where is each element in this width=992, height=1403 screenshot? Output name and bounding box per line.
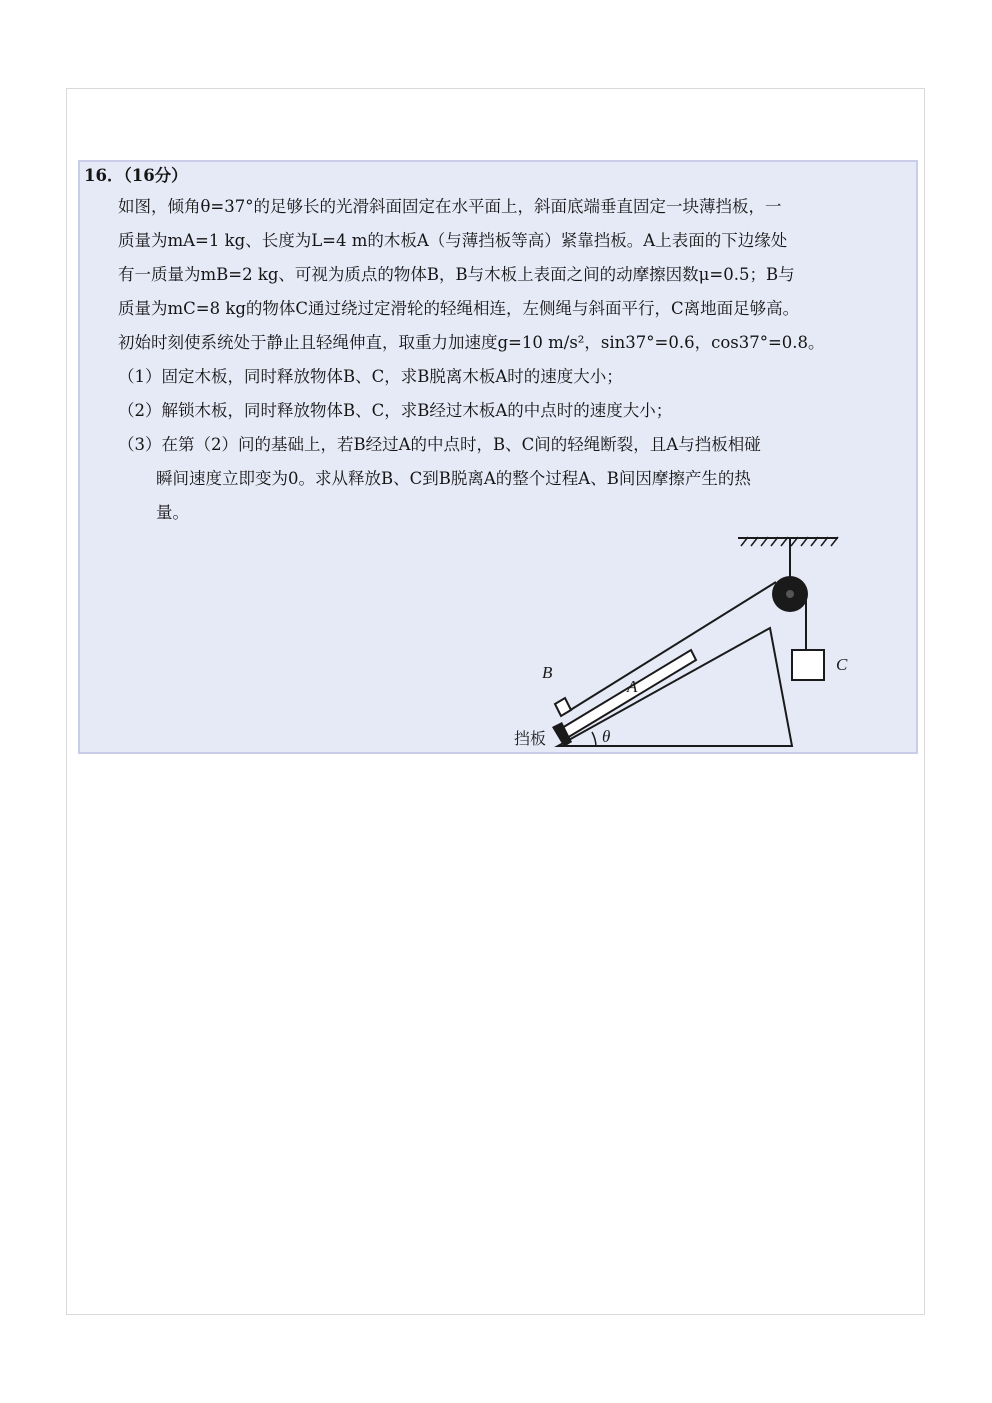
label-c: C	[836, 655, 848, 674]
incline-pulley-diagram	[508, 532, 848, 754]
ceiling-support	[738, 537, 838, 580]
question-2: （2）解锁木板，同时释放物体B、C，求B经过木板A的中点时的速度大小；	[118, 401, 673, 420]
question-3-cont-1: 瞬间速度立即变为0。求从释放B、C到B脱离A的整个过程A、B间因摩擦产生的热	[156, 469, 751, 488]
rope-left	[564, 582, 776, 714]
problem-text-line-4: 质量为mC=8 kg的物体C通过绕过定滑轮的轻绳相连，左侧绳与斜面平行，C离地面足够高。	[118, 299, 800, 318]
label-a: A	[627, 677, 638, 696]
question-3-cont-2: 量。	[156, 503, 189, 522]
problem-text-line-2: 质量为mA=1 kg、长度为L=4 m的木板A（与薄挡板等高）紧靠挡板。A上表面的下边缘处	[118, 231, 788, 250]
label-theta: θ	[602, 727, 611, 746]
problem-text-line-3: 有一质量为mB=2 kg、可视为质点的物体B，B与木板上表面之间的动摩擦因数μ=0.5；B与	[118, 265, 795, 284]
theta-arc	[592, 732, 596, 746]
problem-text-line-5: 初始时刻使系统处于静止且轻绳伸直，取重力加速度g=10 m/s²，sin37°=0.6，cos37°=0.8。	[118, 333, 825, 352]
block-c	[792, 650, 824, 680]
problem-heading: 16．（16分）	[84, 166, 188, 185]
problem-text-line-1: 如图，倾角θ=37°的足够长的光滑斜面固定在水平面上，斜面底端垂直固定一块薄挡板，一	[118, 197, 782, 216]
label-baffle: 挡板	[514, 729, 547, 748]
question-3: （3）在第（2）问的基础上，若B经过A的中点时，B、C间的轻绳断裂，且A与挡板相碰	[118, 435, 761, 454]
label-b: B	[542, 663, 553, 682]
block-b	[555, 698, 571, 716]
question-1: （1）固定木板，同时释放物体B、C，求B脱离木板A时的速度大小；	[118, 367, 623, 386]
